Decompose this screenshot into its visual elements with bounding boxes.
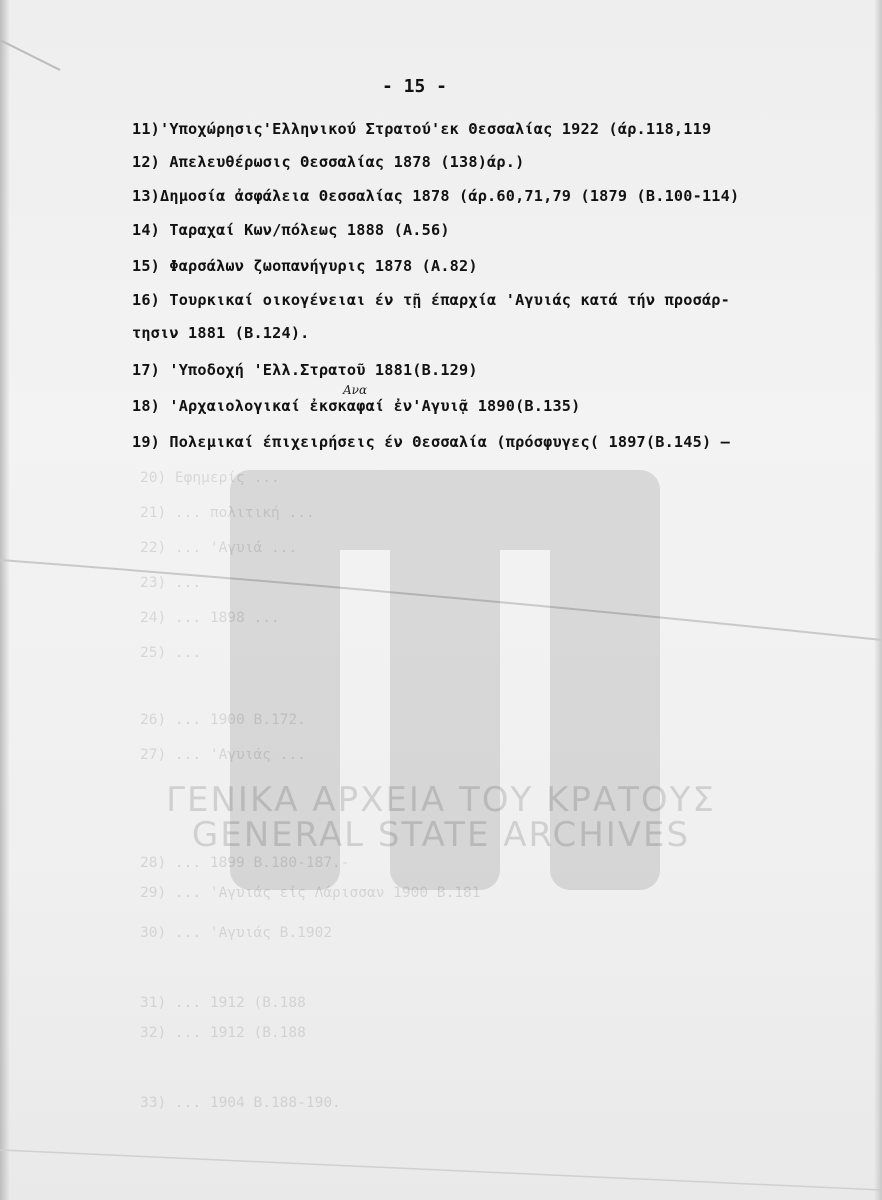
show-through-line: 27) ... 'Αγυιάς ... (140, 747, 306, 763)
show-through-line: 26) ... 1900 Β.172. (140, 712, 306, 728)
show-through-line: 23) ... (140, 575, 202, 591)
handwritten-insert: Ανα (343, 383, 368, 397)
archive-name-english: GENERAL STATE ARCHIVES (191, 815, 691, 855)
entry-11: 11)'Υποχώρησις'Ελληνικού Στρατού'εκ Θεσσαλίας 1922 (άρ.118,119 (132, 120, 712, 138)
show-through-line: 20) Εφημερίς ... (140, 470, 280, 486)
show-through-line: 28) ... 1899 Β.180-187.- (140, 855, 350, 871)
show-through-line: 24) ... 1898 ... (140, 610, 280, 626)
page-number: - 15 - (382, 76, 448, 97)
entry-18: 18) 'Αρχαιολογικαί ἐκσκαφαί ἐν'Αγυιᾷ 1890(Β.135) (132, 397, 581, 415)
entry-14: 14) Ταραχαί Κων/πόλεως 1888 (Α.56) (132, 221, 450, 239)
entry-16-continued: τησιν 1881 (Β.124). (132, 324, 310, 342)
entry-19: 19) Πολεμικαί έπιχειρήσεις έν Θεσσαλία (πρόσφυγες( 1897(Β.145) — (132, 433, 730, 451)
show-through-line: 21) ... πολιτική ... (140, 505, 315, 521)
show-through-line: 31) ... 1912 (Β.188 (140, 995, 306, 1011)
entry-12: 12) Απελευθέρωσις Θεσσαλίας 1878 (138)άρ.) (132, 153, 525, 171)
entry-17: 17) 'Υποδοχή 'Ελλ.Στρατοῦ 1881(Β.129) (132, 361, 478, 379)
entry-13: 13)Δημοσία ἀσφάλεια Θεσσαλίας 1878 (άρ.60,71,79 (1879 (Β.100-114) (132, 187, 740, 205)
show-through-line: 25) ... (140, 645, 202, 661)
show-through-line: 32) ... 1912 (Β.188 (140, 1025, 306, 1041)
entry-16: 16) Τουρκικαί οικογένειαι έν τῇ έπαρχία 'Αγυιάς κατά τήν προσάρ- (132, 291, 730, 309)
show-through-line: 22) ... 'Αγυιά ... (140, 540, 298, 556)
show-through-line: 33) ... 1904 Β.188-190. (140, 1095, 341, 1111)
entry-15: 15) Φαρσάλων ζωοπανήγυρις 1878 (Α.82) (132, 257, 478, 275)
show-through-line: 30) ... 'Αγυιάς Β.1902 (140, 925, 333, 941)
show-through-line: 29) ... 'Αγυιάς εἰς Λάρισσαν 1900 Β.181 (140, 885, 481, 901)
archive-name-greek: ΓΕΝΙΚΑ ΑΡΧΕΙΑ ΤΟΥ ΚΡΑΤΟΥΣ (166, 780, 716, 820)
